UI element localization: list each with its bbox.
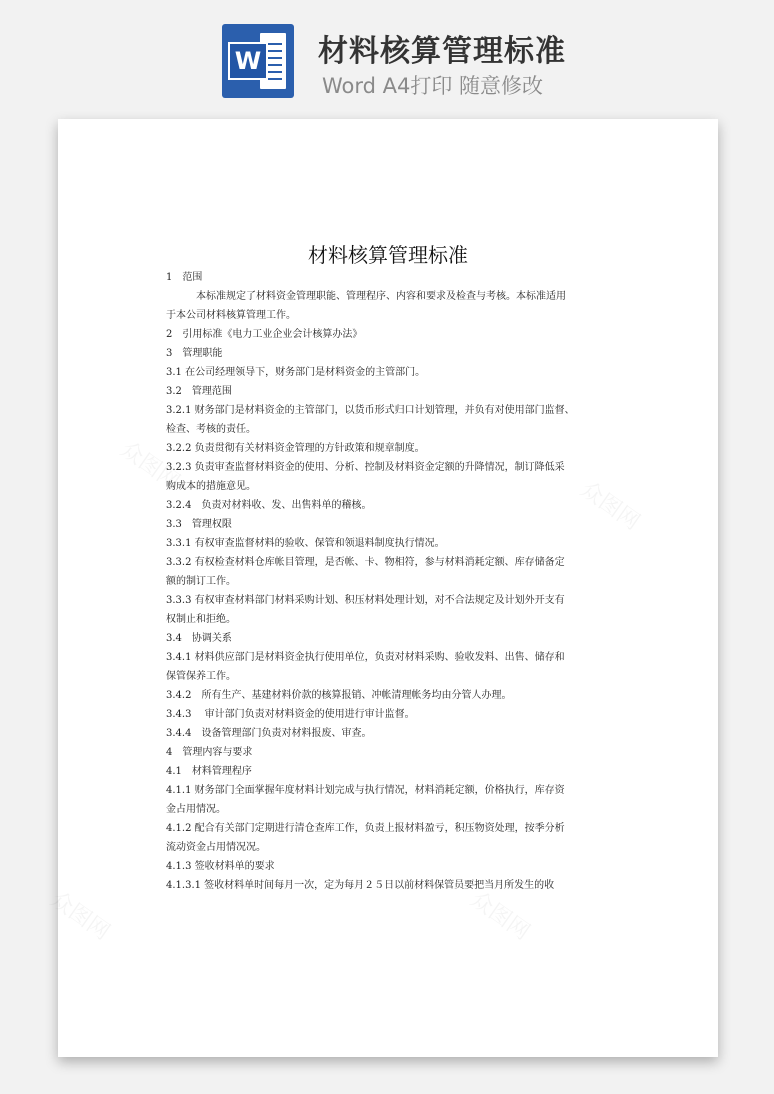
watermark	[45, 883, 117, 946]
doc-line: 于本公司材料核算管理工作。	[166, 310, 296, 321]
doc-line: 3.4.3 审计部门负责对材料资金的使用进行审计监督。	[166, 709, 415, 720]
doc-line: 本标准规定了材料资金管理职能、管理程序、内容和要求及检查与考核。本标准适用	[196, 291, 566, 302]
doc-line: 3.3.2 有权检查材料仓库帐目管理，是否帐、卡、物相符，参与材料消耗定额、库存储备定	[166, 557, 565, 568]
word-document-icon	[222, 24, 294, 98]
doc-line: 3.3.1 有权审查监督材料的验收、保管和领退料制度执行情况。	[166, 538, 445, 549]
doc-line: 购成本的措施意见。	[166, 481, 256, 492]
doc-line: 1 范围	[166, 272, 203, 283]
doc-line: 3.4.2 所有生产、基建材料价款的核算报销、冲帐清理帐务均由分管人办理。	[166, 690, 512, 701]
doc-line: 3.1 在公司经理领导下，财务部门是材料资金的主管部门。	[166, 367, 426, 378]
doc-line: 检查、考核的责任。	[166, 424, 256, 435]
doc-line: 3.2 管理范围	[166, 386, 232, 397]
doc-line: 3 管理职能	[166, 348, 223, 359]
doc-line: 4.1.2 配合有关部门定期进行清仓查库工作，负责上报材料盈亏，积压物资处理，按季分析	[166, 823, 565, 834]
doc-line: 4.1.1 财务部门全面掌握年度材料计划完成与执行情况，材料消耗定额，价格执行，库存资	[166, 785, 565, 796]
document-page	[58, 119, 718, 1057]
doc-line: 3.2.1 财务部门是材料资金的主管部门，以货币形式归口计划管理，并负有对使用部门监督、	[166, 405, 575, 416]
doc-line: 额的制订工作。	[166, 576, 236, 587]
doc-line: 3.4.4 设备管理部门负责对材料报废、审查。	[166, 728, 372, 739]
doc-line: 3.2.4 负责对材料收、发、出售料单的稽核。	[166, 500, 372, 511]
banner-subtitle: Word A4打印 随意修改	[322, 74, 544, 98]
doc-line: 流动资金占用情况况。	[166, 842, 266, 853]
doc-line: 保管保养工作。	[166, 671, 236, 682]
doc-line: 4.1.3 签收材料单的要求	[166, 861, 275, 872]
doc-line: 4 管理内容与要求	[166, 747, 253, 758]
word-icon-letter: W	[228, 42, 268, 80]
doc-line: 3.3.3 有权审查材料部门材料采购计划、积压材料处理计划，对不合法规定及计划外开支有	[166, 595, 565, 606]
doc-line: 3.2.3 负责审查监督材料资金的使用、分析、控制及材料资金定额的升降情况，制订降低采	[166, 462, 565, 473]
doc-line: 权制止和拒绝。	[166, 614, 236, 625]
document-body	[166, 268, 674, 895]
doc-line: 4.1.3.1 签收材料单时间每月一次，定为每月２５日以前材料保管员要把当月所发生的收	[166, 880, 555, 891]
doc-line: 2 引用标准《电力工业企业会计核算办法》	[166, 329, 363, 340]
doc-line: 3.4 协调关系	[166, 633, 232, 644]
doc-line: 4.1 材料管理程序	[166, 766, 252, 777]
doc-line: 3.2.2 负责贯彻有关材料资金管理的方针政策和规章制度。	[166, 443, 425, 454]
banner-header	[0, 0, 774, 110]
banner-title: 材料核算管理标准	[318, 34, 566, 69]
document-title: 材料核算管理标准	[308, 243, 468, 267]
doc-line: 金占用情况。	[166, 804, 226, 815]
doc-line: 3.3 管理权限	[166, 519, 232, 530]
doc-line: 3.4.1 材料供应部门是材料资金执行使用单位，负责对材料采购、验收发料、出售、储存和	[166, 652, 565, 663]
